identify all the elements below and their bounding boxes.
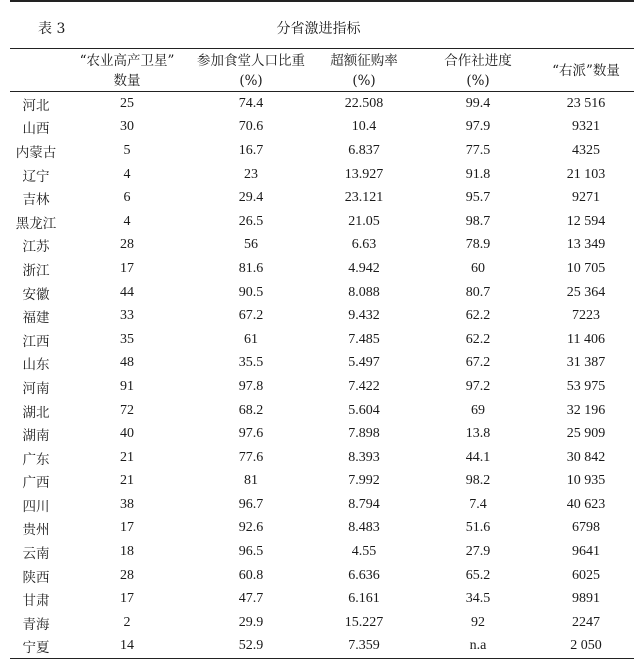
cell-procurement: 4.942 [348,260,380,276]
table-row [10,163,634,187]
table-caption [0,18,637,38]
cell-procurement: 4.55 [351,544,377,560]
header-cooperative-line2: (%) [466,73,490,89]
cell-rightists: 9321 [572,119,600,135]
cell-canteen: 16.7 [238,142,264,158]
cell-rightists: 23 516 [566,95,606,111]
cell-procurement: 6.161 [348,591,380,607]
header-canteen-line2: (%) [239,73,263,89]
cell-procurement: 7.359 [348,638,380,654]
cell-cooperative: 97.2 [465,378,491,394]
cell-canteen: 68.2 [238,402,264,418]
cell-satellites: 17 [120,591,134,607]
cell-canteen: 29.4 [238,190,264,206]
cell-satellites: 72 [120,402,134,418]
cell-canteen: 92.6 [238,520,264,536]
cell-province: 宁夏 [22,640,50,657]
cell-province: 辽宁 [22,168,50,185]
table-row [10,116,634,140]
cell-rightists: 13 349 [566,237,606,253]
table-row [10,234,634,258]
cell-cooperative: 62.2 [465,308,491,324]
cell-satellites: 5 [123,142,131,158]
cell-cooperative: 77.5 [465,142,491,158]
cell-province: 湖南 [22,428,50,445]
table-row [10,139,634,163]
cell-satellites: 28 [120,567,134,583]
cell-satellites: 21 [120,473,134,489]
cell-cooperative: 34.5 [465,591,491,607]
cell-satellites: 40 [120,426,134,442]
cell-cooperative: 80.7 [465,284,491,300]
cell-cooperative: 51.6 [465,520,491,536]
cell-procurement: 13.927 [344,166,384,182]
cell-rightists: 30 842 [566,449,606,465]
cell-rightists: 9641 [572,544,600,560]
table-row [10,422,634,446]
cell-canteen: 60.8 [238,567,264,583]
cell-cooperative: n.a [469,638,487,654]
cell-procurement: 5.497 [348,355,380,371]
cell-satellites: 2 [123,614,131,630]
header-cooperative-line1: 合作社进度 [444,53,512,69]
cell-cooperative: 7.4 [469,496,487,512]
table-row [10,517,634,541]
cell-cooperative: 27.9 [465,544,491,560]
cell-province: 江西 [22,333,50,350]
header-rightists-line1: “右派”数量 [552,63,620,79]
header-canteen-line1: 参加食堂人口比重 [197,53,305,69]
cell-satellites: 4 [123,166,131,182]
cell-province: 山东 [22,357,50,374]
cell-canteen: 56 [244,237,258,253]
cell-canteen: 35.5 [238,355,264,371]
cell-rightists: 10 935 [566,473,606,489]
cell-province: 河南 [22,380,50,397]
table-row [10,564,634,588]
table-row [10,352,634,376]
cell-canteen: 29.9 [238,614,264,630]
cell-canteen: 74.4 [238,95,264,111]
table-row [10,611,634,635]
cell-satellites: 25 [120,95,134,111]
header-procurement-line1: 超额征购率 [330,53,398,69]
table-row [10,446,634,470]
cell-satellites: 6 [123,190,131,206]
cell-satellites: 21 [120,449,134,465]
cell-satellites: 4 [123,213,131,229]
cell-procurement: 5.604 [348,402,380,418]
cell-satellites: 91 [120,378,134,394]
cell-procurement: 7.992 [348,473,380,489]
cell-province: 内蒙古 [15,144,57,161]
cell-rightists: 2 050 [570,638,602,654]
cell-cooperative: 98.2 [465,473,491,489]
cell-satellites: 44 [120,284,134,300]
cell-canteen: 61 [244,331,258,347]
cell-cooperative: 91.8 [465,166,491,182]
table-row [10,375,634,399]
cell-procurement: 7.422 [348,378,380,394]
cell-procurement: 7.485 [348,331,380,347]
cell-rightists: 4325 [572,142,600,158]
table-body [10,92,634,659]
table-row [10,328,634,352]
cell-rightists: 6798 [572,520,600,536]
cell-canteen: 90.5 [238,284,264,300]
cell-province: 贵州 [22,522,50,539]
cell-canteen: 26.5 [238,213,264,229]
header-satellites [62,49,192,92]
table-row [10,493,634,517]
cell-rightists: 11 406 [567,331,605,347]
cell-procurement: 7.898 [348,426,380,442]
cell-procurement: 21.05 [348,213,380,229]
cell-cooperative: 99.4 [465,95,491,111]
cell-canteen: 52.9 [238,638,264,654]
cell-satellites: 30 [120,119,134,135]
cell-procurement: 8.393 [348,449,380,465]
table-row [10,304,634,328]
table-row [10,470,634,494]
cell-rightists: 21 103 [566,166,606,182]
table-row [10,399,634,423]
cell-province: 安徽 [22,286,50,303]
provincial-radicalism-table [10,48,634,659]
cell-procurement: 10.4 [351,119,377,135]
table-row [10,92,634,116]
cell-rightists: 40 623 [566,496,606,512]
table-number: 表 3 [38,21,66,37]
cell-procurement: 6.636 [348,567,380,583]
cell-rightists: 9891 [572,591,600,607]
cell-canteen: 70.6 [238,119,264,135]
cell-cooperative: 44.1 [465,449,491,465]
cell-rightists: 9271 [572,190,600,206]
cell-cooperative: 92 [471,614,485,630]
cell-procurement: 23.121 [344,190,384,206]
cell-cooperative: 67.2 [465,355,491,371]
cell-procurement: 8.794 [348,496,380,512]
cell-procurement: 15.227 [344,614,384,630]
cell-satellites: 14 [120,638,134,654]
cell-procurement: 6.837 [348,142,380,158]
cell-procurement: 8.088 [348,284,380,300]
cell-rightists: 31 387 [566,355,606,371]
header-canteen [192,49,310,92]
cell-canteen: 47.7 [238,591,264,607]
cell-cooperative: 78.9 [465,237,491,253]
table-row [10,281,634,305]
cell-procurement: 9.432 [348,308,380,324]
cell-rightists: 32 196 [566,402,606,418]
cell-province: 福建 [22,310,50,327]
header-procurement-line2: (%) [352,73,376,89]
cell-rightists: 7223 [572,308,600,324]
cell-cooperative: 65.2 [465,567,491,583]
cell-province: 浙江 [22,262,50,279]
cell-satellites: 35 [120,331,134,347]
table-row [10,587,634,611]
cell-province: 四川 [22,498,50,515]
table-row [10,635,634,659]
cell-rightists: 12 594 [566,213,606,229]
cell-canteen: 81.6 [238,260,264,276]
cell-canteen: 97.8 [238,378,264,394]
cell-province: 河北 [22,97,50,114]
cell-rightists: 53 975 [566,378,606,394]
cell-cooperative: 98.7 [465,213,491,229]
cell-canteen: 67.2 [238,308,264,324]
table-row [10,210,634,234]
cell-province: 甘肃 [22,593,50,610]
cell-satellites: 28 [120,237,134,253]
page-top-rule [10,0,634,2]
cell-province: 江苏 [22,239,50,256]
cell-rightists: 2247 [572,614,600,630]
cell-rightists: 25 909 [566,426,606,442]
cell-satellites: 48 [120,355,134,371]
cell-procurement: 8.483 [348,520,380,536]
header-procurement [310,49,418,92]
cell-procurement: 6.63 [351,237,377,253]
cell-cooperative: 13.8 [465,426,491,442]
table-row [10,257,634,281]
cell-cooperative: 69 [471,402,485,418]
cell-canteen: 96.5 [238,544,264,560]
table-row [10,540,634,564]
table-header [10,49,634,92]
cell-province: 山西 [22,121,50,138]
header-row [10,49,634,92]
cell-canteen: 81 [244,473,258,489]
cell-satellites: 18 [120,544,134,560]
cell-province: 陕西 [22,569,50,586]
cell-rightists: 10 705 [566,260,606,276]
table-row [10,186,634,210]
cell-satellites: 17 [120,260,134,276]
cell-canteen: 23 [244,166,258,182]
cell-cooperative: 95.7 [465,190,491,206]
cell-cooperative: 97.9 [465,119,491,135]
cell-canteen: 97.6 [238,426,264,442]
cell-canteen: 77.6 [238,449,264,465]
cell-province: 广东 [22,451,50,468]
cell-rightists: 25 364 [566,284,606,300]
cell-satellites: 17 [120,520,134,536]
header-province [10,49,62,92]
cell-province: 湖北 [22,404,50,421]
cell-province: 广西 [22,475,50,492]
cell-rightists: 6025 [572,567,600,583]
header-satellites-line2: 数量 [113,73,141,89]
table-title: 分省激进指标 [276,21,361,37]
cell-cooperative: 62.2 [465,331,491,347]
cell-procurement: 22.508 [344,95,384,111]
cell-canteen: 96.7 [238,496,264,512]
cell-province: 云南 [22,546,50,563]
header-rightists [538,49,634,92]
cell-satellites: 38 [120,496,134,512]
header-cooperative [418,49,538,92]
cell-satellites: 33 [120,308,134,324]
cell-cooperative: 60 [471,260,485,276]
header-satellites-line1: “农业高产卫星” [79,53,175,69]
cell-province: 黑龙江 [15,215,57,232]
cell-province: 青海 [22,616,50,633]
cell-province: 吉林 [22,192,50,209]
